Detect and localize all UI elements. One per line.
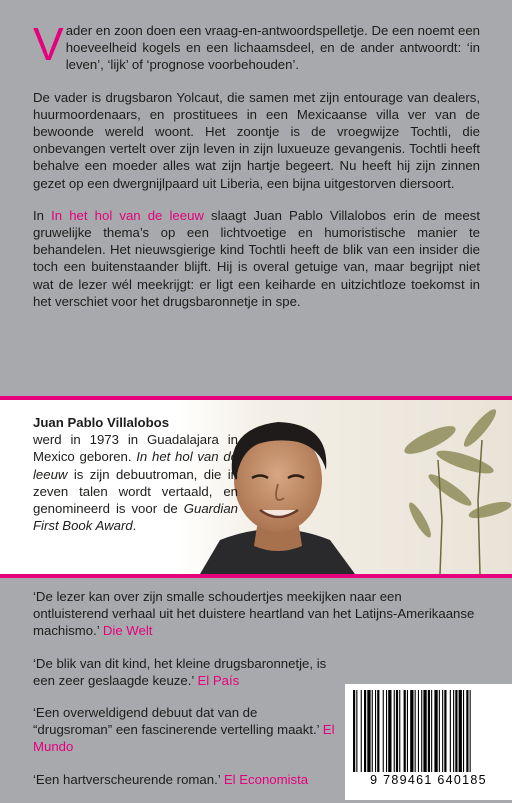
blurb-paragraph-2: De vader is drugsbaron Yolcaut, die samen met zijn entourage van dealers, huurmoordenaars, en prostituees in een Mexicaanse villa ver van de bewoonde wereld woont. Het zoontje is de vroegwijze Tochtli, die onbevangen vertelt over zijn leven in zijn luxueuze gevangenis. Tochtli heeft behalve een moeder alles wat zijn hartje begeert. Nu heeft hij zijn zinnen gezet op een dwergnijlpaard uit Liberia, een bijna uitgestorven diersoort. xyxy=(33,89,480,191)
barcode-bar xyxy=(394,690,395,772)
barcode-bar xyxy=(388,690,391,772)
barcode-bar xyxy=(399,690,400,772)
barcode-bar xyxy=(383,690,384,772)
barcode-bar xyxy=(375,690,376,772)
barcode-bar xyxy=(410,690,413,772)
barcode-bar xyxy=(453,690,454,772)
press-quote-source: El Mundo xyxy=(33,722,335,755)
author-bio xyxy=(33,414,238,534)
barcode-bar xyxy=(418,690,419,772)
barcode-bar xyxy=(439,690,440,772)
isbn-number: 9 789461 640185 xyxy=(370,773,487,787)
barcode-bar xyxy=(404,690,406,772)
author-bio-book-title: In het hol van de leeuw xyxy=(33,449,238,482)
barcode-bar xyxy=(450,690,451,772)
drop-cap-letter: V xyxy=(33,18,64,70)
barcode-bar xyxy=(459,690,462,772)
barcode-bar xyxy=(353,690,355,772)
barcode-bar xyxy=(421,690,422,772)
barcode-bar xyxy=(442,690,443,772)
press-quote-source: Die Welt xyxy=(102,623,153,639)
press-quote-text: ‘De blik van dit kind, het kleine drugsbaronnetje, is een zeer geslaagde keuze.’ xyxy=(33,655,327,688)
press-quote xyxy=(33,588,480,640)
barcode-bar xyxy=(444,690,446,772)
barcode-bar xyxy=(377,690,379,772)
barcode-bar xyxy=(463,690,464,772)
blurb-paragraph-3-lead: In xyxy=(33,207,52,223)
barcode-bar xyxy=(361,690,362,772)
press-quote xyxy=(33,655,338,689)
press-quote-text: ‘Een overweldigend debuut dat van de “drugsroman” een fascinerende vertelling maakt.’ xyxy=(33,705,323,738)
press-quote xyxy=(33,771,338,788)
press-quote xyxy=(33,704,338,756)
blurb-paragraph-1 xyxy=(33,18,480,74)
barcode-bar xyxy=(466,690,468,772)
barcode-bar xyxy=(415,690,416,772)
barcode-bar xyxy=(407,690,408,772)
barcode-bar xyxy=(431,690,432,772)
press-quote-source: El País xyxy=(197,672,240,688)
barcode-bar xyxy=(470,690,471,772)
author-bio-award: Guardian First Book Award xyxy=(33,501,238,534)
press-quote-text: ‘Een hartverscheurende roman.’ xyxy=(33,771,224,787)
author-bio-text-2: is zijn debuutroman, die in zeven talen wordt vertaald, en genomineerd is voor de xyxy=(33,466,238,517)
barcode-bar xyxy=(428,690,430,772)
author-bio-text: werd in 1973 in Guadalajara in Mexico geboren. xyxy=(33,432,238,465)
blurb-paragraph-1-text: ader en zoon doen een vraag-en-antwoordspelletje. De een noemt een hoeveelheid kogels en een lichaamsdeel, en de ander antwoordt: ‘in leven’, ‘lijk’ of ‘prognose voorbehouden’. xyxy=(65,23,480,73)
barcode-bar xyxy=(364,690,366,772)
author-name: Juan Pablo Villalobos xyxy=(33,415,170,430)
author-bio-end: . xyxy=(132,518,137,534)
isbn-barcode xyxy=(345,684,512,800)
author-section xyxy=(0,396,512,578)
barcode-bar xyxy=(455,690,457,772)
barcode-bars xyxy=(353,690,504,772)
barcode-bar xyxy=(434,690,437,772)
book-title-highlight: In het hol van de leeuw xyxy=(51,207,204,223)
blurb-paragraph-3 xyxy=(33,207,480,310)
barcode-bar xyxy=(423,690,426,772)
barcode-bar xyxy=(356,690,357,772)
barcode-bar xyxy=(386,690,387,772)
barcode-bar xyxy=(372,690,373,772)
press-quote-source: El Economista xyxy=(223,771,309,787)
back-cover-blurb xyxy=(33,18,480,325)
blurb-paragraph-3-text: slaagt Juan Pablo Villalobos erin de meest gruwelijke thema’s op een lichtvoetige en humoristische manier te behandelen. Het nieuwsgierige kind Tochtli heeft de blik van een insider die toch een buitenstaander blijft. Hij is overal getuige van, maar begrijpt niet wat de lezer wél meekrijgt: er ligt een keiharde en uitzichtloze toekomst in het verschiet voor het drugsbaronnetje in spe. xyxy=(33,207,480,309)
barcode-bar xyxy=(367,690,370,772)
barcode-bar xyxy=(396,690,398,772)
press-quote-text: ‘De lezer kan over zijn smalle schoudertjes meekijken naar een ontluisterend verhaal uit het duistere heartland van het Latijns-Amerikaanse machismo.’ xyxy=(33,589,475,639)
